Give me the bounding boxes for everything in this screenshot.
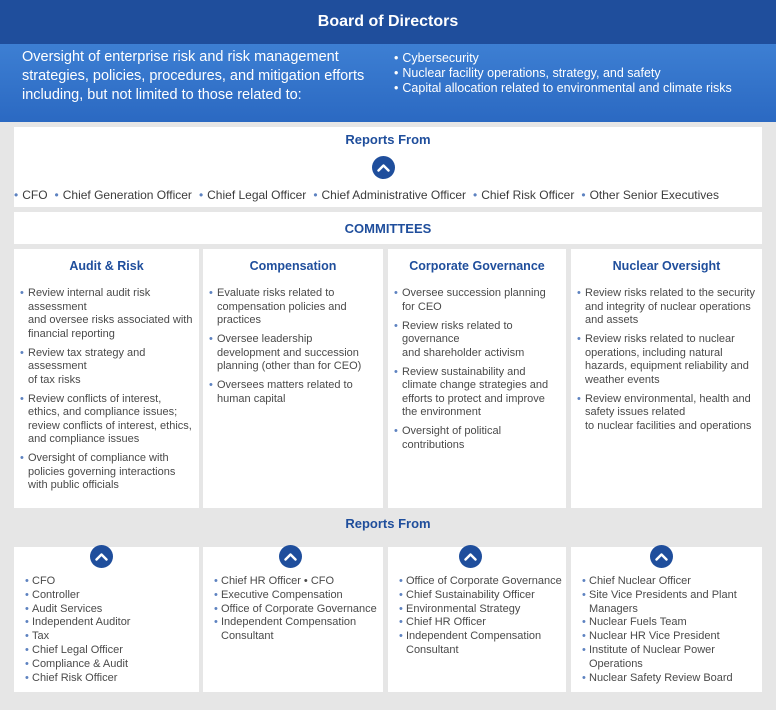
committee-title: Audit & Risk <box>69 259 144 273</box>
executive-item: • Chief Administrative Officer <box>313 188 466 202</box>
report-item: • Chief HR Officer • CFO <box>221 575 383 589</box>
report-item: • Office of Corporate Governance <box>221 603 383 617</box>
committee-title: Compensation <box>249 259 337 273</box>
report-item: • Controller <box>32 589 199 603</box>
report-item: • Executive Compensation <box>221 589 383 603</box>
committee-title: Corporate Governance <box>409 259 545 273</box>
report-item: • Chief Legal Officer <box>32 644 199 658</box>
chevron-up-icon <box>372 156 395 179</box>
executive-list <box>14 188 764 202</box>
report-item: • Nuclear Fuels Team <box>589 616 762 630</box>
report-item: • Independent Compensation Consultant <box>221 616 383 644</box>
committee-item: • Review environmental, health and safety issues related to nuclear facilities and operations <box>585 393 756 434</box>
reports-panel-audit-risk <box>14 547 199 692</box>
committee-item: • Oversee leadership development and succession planning (other than for CEO) <box>217 333 377 374</box>
board-oversight-text: Oversight of enterprise risk and risk management strategies, policies, procedures, and mitigation efforts including, but not limited to those related to: <box>22 49 365 103</box>
committee-item: • Oversight of compliance with policies governing interactions with public officials <box>28 452 193 493</box>
committee-panel-nuclear-oversight <box>571 249 762 508</box>
reports-from-bottom-label: Reports From <box>345 516 431 531</box>
committees-label: COMMITTEES <box>344 221 432 236</box>
committee-item: • Review sustainability and climate change strategies and efforts to protect and improve the environment <box>402 366 560 420</box>
chevron-up-icon <box>650 545 673 568</box>
report-item: • Audit Services <box>32 603 199 617</box>
committee-item: • Review risks related to nuclear operations, including natural hazards, equipment reliability and weather events <box>585 333 756 387</box>
committees-header-panel <box>14 212 762 244</box>
executive-item: • Chief Legal Officer <box>199 188 306 202</box>
board-oversight-item: • Nuclear facility operations, strategy, and safety <box>394 66 732 81</box>
report-item: • Chief HR Officer <box>406 616 566 630</box>
committee-item: • Review risks related to the security and integrity of nuclear operations and assets <box>585 287 756 328</box>
chevron-up-icon <box>279 545 302 568</box>
report-item: • Site Vice Presidents and Plant Managers <box>589 589 762 617</box>
board-oversight-list <box>394 51 732 96</box>
committee-panel-corporate-governance <box>388 249 566 508</box>
chevron-up-icon <box>90 545 113 568</box>
board-oversight-item: • Capital allocation related to environmental and climate risks <box>394 81 732 96</box>
report-item: • Tax <box>32 630 199 644</box>
report-item: • Compliance & Audit <box>32 658 199 672</box>
committee-panel-compensation <box>203 249 383 508</box>
report-item: • Independent Auditor <box>32 616 199 630</box>
committee-item: • Oversight of political contributions <box>402 425 560 452</box>
committee-item: • Review risks related to governance and shareholder activism <box>402 320 560 361</box>
report-item: • Nuclear HR Vice President <box>589 630 762 644</box>
committee-panel-audit-risk <box>14 249 199 508</box>
reports-panel-compensation <box>203 547 383 692</box>
board-title: Board of Directors <box>0 0 776 44</box>
executive-item: • CFO <box>14 188 48 202</box>
committee-item: • Evaluate risks related to compensation policies and practices <box>217 287 377 328</box>
committee-item: • Oversees matters related to human capital <box>217 379 377 406</box>
reports-from-top-label: Reports From <box>345 132 431 147</box>
chevron-up-icon <box>459 545 482 568</box>
board-oversight-box <box>0 44 776 122</box>
report-item: • Chief Sustainability Officer <box>406 589 566 603</box>
reports-panel-corporate-governance <box>388 547 566 692</box>
committee-title: Nuclear Oversight <box>612 259 721 273</box>
committee-item: • Review internal audit risk assessment and oversee risks associated with financial reporting <box>28 287 193 341</box>
committee-item: • Oversee succession planning for CEO <box>402 287 560 314</box>
executive-item: • Other Senior Executives <box>581 188 719 202</box>
report-item: • Chief Risk Officer <box>32 672 199 686</box>
report-item: • Independent Compensation Consultant <box>406 630 566 658</box>
report-item: • Environmental Strategy <box>406 603 566 617</box>
committee-item: • Review tax strategy and assessment of tax risks <box>28 347 193 388</box>
report-item: • Institute of Nuclear Power Operations <box>589 644 762 672</box>
report-item: • Nuclear Safety Review Board <box>589 672 762 686</box>
reports-panel-nuclear-oversight <box>571 547 762 692</box>
executive-item: • Chief Risk Officer <box>473 188 574 202</box>
report-item: • Chief Nuclear Officer <box>589 575 762 589</box>
committee-item: • Review conflicts of interest, ethics, and compliance issues; review conflicts of interest, ethics, and compliance issues <box>28 393 193 447</box>
executive-item: • Chief Generation Officer <box>55 188 192 202</box>
report-item: • Office of Corporate Governance <box>406 575 566 589</box>
board-oversight-item: • Cybersecurity <box>394 51 732 66</box>
report-item: • CFO <box>32 575 199 589</box>
